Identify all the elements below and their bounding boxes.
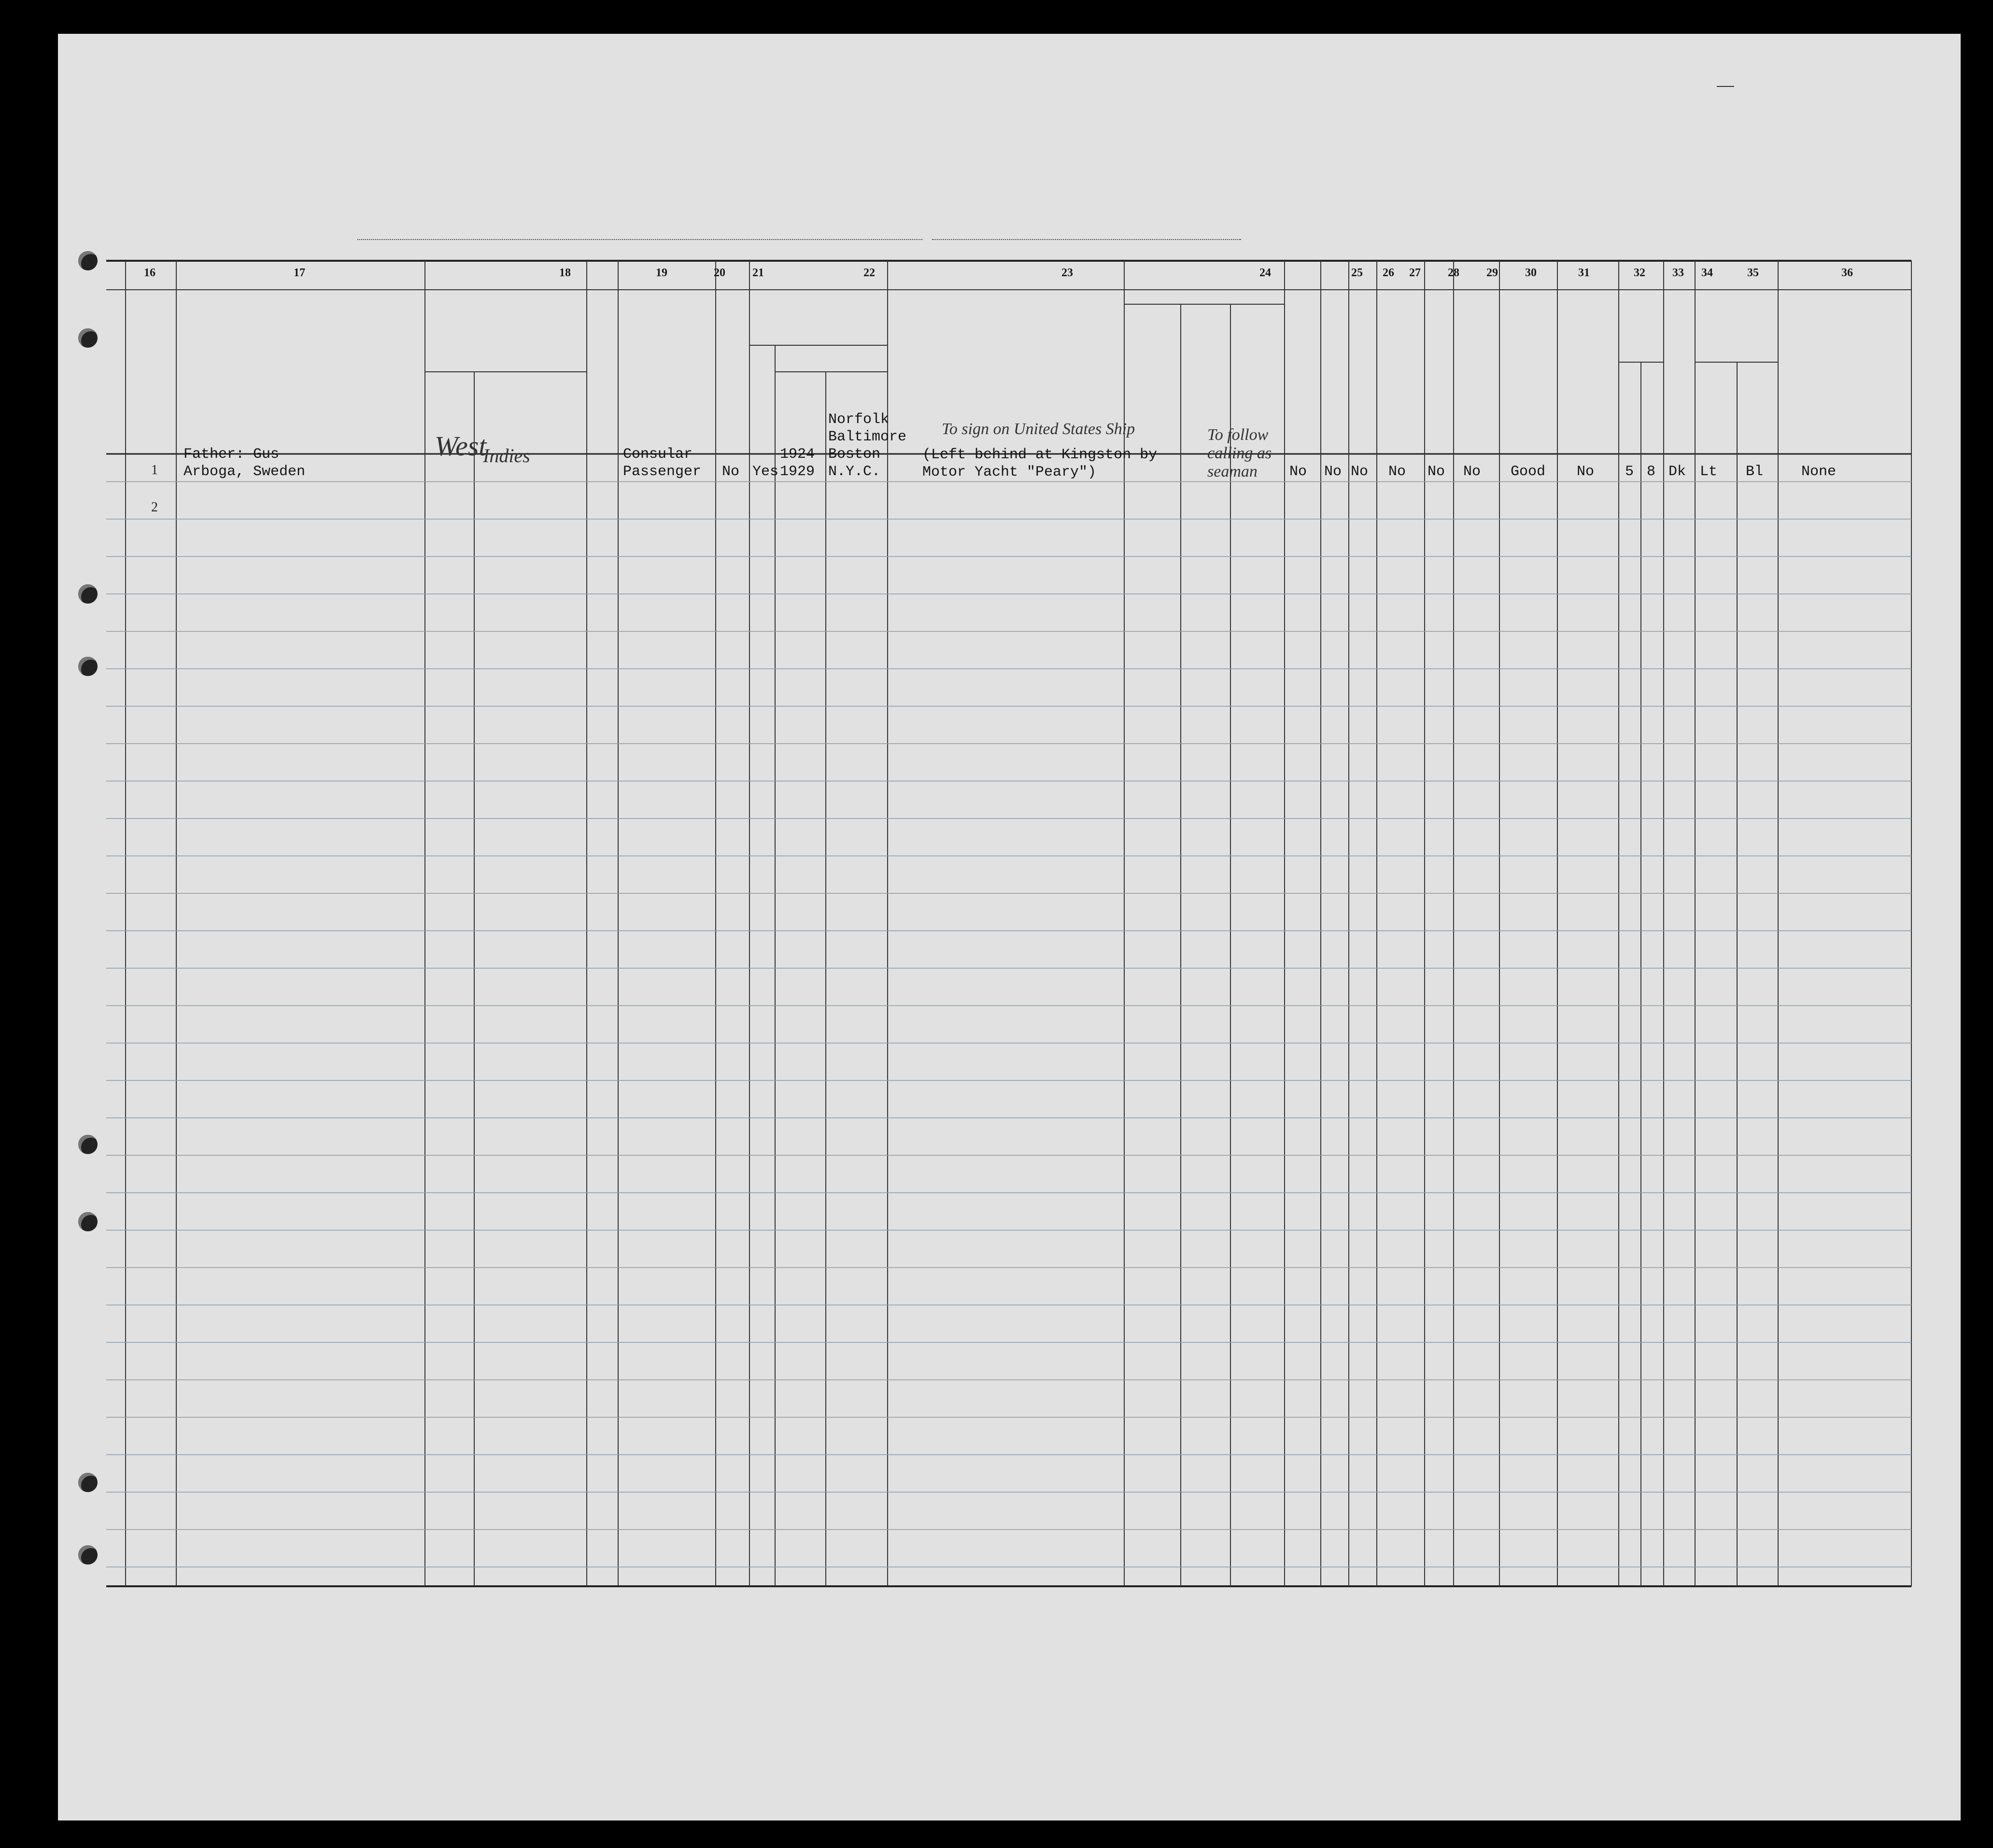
binder-hole xyxy=(78,1135,98,1154)
column-number: 17 xyxy=(294,267,305,279)
inches: 8 xyxy=(1647,463,1656,480)
manifest-sheet xyxy=(58,34,1961,1820)
hand-state: West xyxy=(435,430,487,462)
binder-hole xyxy=(78,1212,98,1231)
eyes: Bl xyxy=(1746,463,1764,480)
binder-hole xyxy=(78,1473,98,1492)
row-number: 1 xyxy=(151,462,158,478)
row-number: 2 xyxy=(151,500,158,515)
column-number: 27 xyxy=(1409,267,1421,279)
header-polygamist xyxy=(1321,304,1348,449)
column-number: 36 xyxy=(1841,267,1853,279)
column-number: 31 xyxy=(1578,267,1590,279)
column-number: 21 xyxy=(752,267,764,279)
column-number: 29 xyxy=(1486,267,1498,279)
header-feet xyxy=(1619,410,1640,449)
polygamist: No xyxy=(1324,463,1342,480)
header-possession-50 xyxy=(716,304,749,449)
header-ticket xyxy=(587,304,616,449)
marks: None xyxy=(1801,463,1837,480)
binder-hole xyxy=(78,1545,98,1565)
where: Boston xyxy=(828,446,881,463)
header-q30 xyxy=(1455,304,1498,449)
column-number: 20 xyxy=(714,267,725,279)
header-q28 xyxy=(1377,304,1425,449)
hand-join: To sign on United States Ship xyxy=(942,420,1135,438)
hand-city: Indies xyxy=(483,444,530,466)
hand-purpose: To follow calling as seaman xyxy=(1207,425,1272,480)
q29: No xyxy=(1428,463,1445,480)
passage-paid: Passenger xyxy=(623,463,702,480)
hair: Lt xyxy=(1700,463,1718,480)
column-number: 25 xyxy=(1351,267,1363,279)
column-number: 24 xyxy=(1259,267,1271,279)
header-prison xyxy=(1286,304,1320,449)
column-number: 28 xyxy=(1448,267,1459,279)
binder-hole xyxy=(78,328,98,348)
binder-hole xyxy=(78,657,98,676)
years: 1924 xyxy=(780,446,815,463)
relative-name: Father: Gus xyxy=(184,446,280,463)
column-number: 18 xyxy=(559,267,571,279)
years: 1929 xyxy=(780,463,815,480)
where: Baltimore xyxy=(828,428,907,445)
passage-paid: Consular xyxy=(623,446,693,463)
column-number: 26 xyxy=(1383,267,1394,279)
feet: 5 xyxy=(1625,463,1634,480)
binder-hole xyxy=(78,251,98,270)
before-in-us: Yes xyxy=(752,463,779,480)
q30: No xyxy=(1463,463,1481,480)
header-q29 xyxy=(1426,304,1454,449)
binder-hole xyxy=(78,584,98,604)
header-purpose-a xyxy=(1128,309,1181,449)
join-relative: (Left behind at Kingston by Motor Yacht "Peary") xyxy=(922,446,1158,480)
where: N.Y.C. xyxy=(828,463,881,480)
manifest-grid xyxy=(58,34,1961,1820)
prison: No xyxy=(1289,463,1307,480)
relative-address: Arboga, Sweden xyxy=(184,463,306,480)
header-inches xyxy=(1641,406,1662,449)
anarchist: No xyxy=(1351,463,1369,480)
column-number: 34 xyxy=(1701,267,1713,279)
q28: No xyxy=(1388,463,1406,480)
column-number: 22 xyxy=(863,267,875,279)
column-number: 19 xyxy=(656,267,667,279)
where: Norfolk xyxy=(828,411,890,428)
column-number: 23 xyxy=(1061,267,1073,279)
column-number: 30 xyxy=(1525,267,1537,279)
deformed: No xyxy=(1577,463,1595,480)
column-number: 16 xyxy=(144,267,155,279)
dollars-50: No xyxy=(722,463,740,480)
column-number: 32 xyxy=(1634,267,1645,279)
column-number: 33 xyxy=(1672,267,1684,279)
column-number: 35 xyxy=(1747,267,1759,279)
complexion: Dk xyxy=(1668,463,1686,480)
header-anarchist xyxy=(1349,304,1376,449)
health: Good xyxy=(1511,463,1546,480)
